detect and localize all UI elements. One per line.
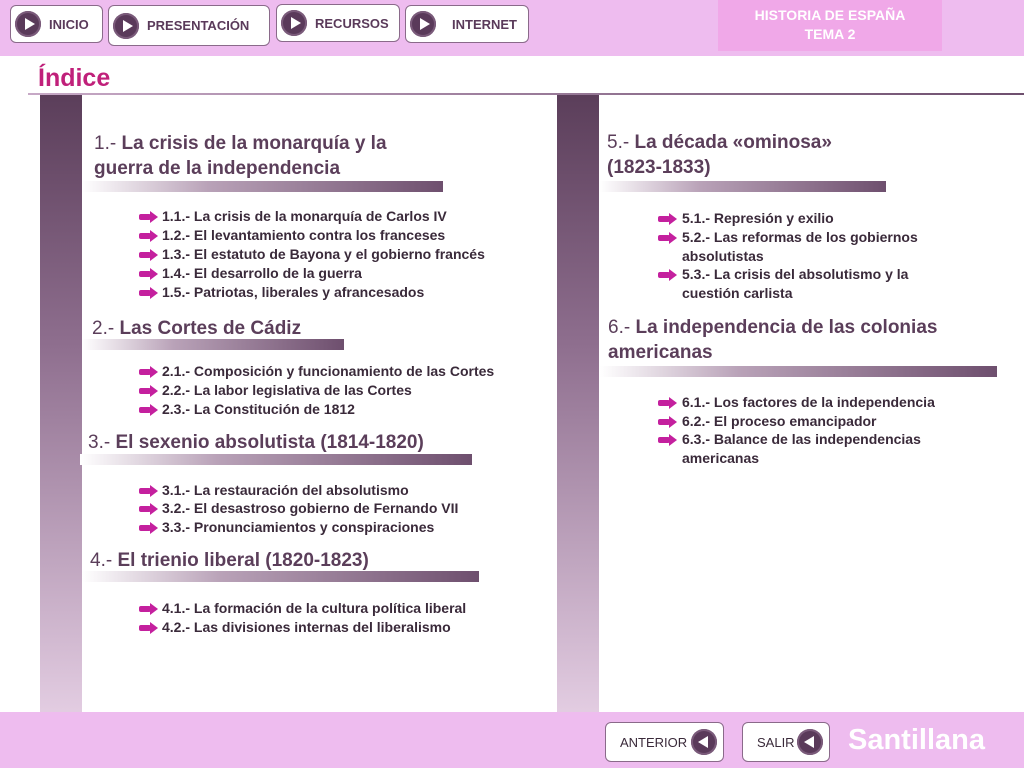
section-item[interactable]: cuestión carlista <box>682 285 793 301</box>
page-title: Índice <box>38 64 111 92</box>
arrow-icon <box>658 416 678 428</box>
brand-logo: Santillana <box>848 724 985 756</box>
section-3-underline <box>80 454 472 465</box>
internet-label: INTERNET <box>452 16 517 32</box>
section-item[interactable]: 1.2.- El levantamiento contra los franceses <box>162 227 446 243</box>
section-item[interactable]: 3.1.- La restauración del absolutismo <box>162 482 409 498</box>
section-title-line1: La década «ominosa» <box>634 132 832 153</box>
play-icon <box>410 11 436 37</box>
section-item[interactable]: 5.2.- Las reformas de los gobiernos <box>682 229 918 245</box>
section-number: 1.- <box>94 133 117 154</box>
section-item[interactable]: 6.2.- El proceso emancipador <box>682 413 877 429</box>
section-2-title[interactable] <box>92 316 301 341</box>
section-item[interactable]: 2.3.- La Constitución de 1812 <box>162 401 355 417</box>
inicio-button[interactable] <box>10 5 103 43</box>
play-icon <box>113 13 139 39</box>
section-item[interactable]: americanas <box>682 450 760 466</box>
section-6-underline <box>600 366 997 377</box>
course-title <box>718 0 942 51</box>
section-item[interactable]: 3.2.- El desastroso gobierno de Fernando VII <box>162 500 459 516</box>
section-number: 6.- <box>608 317 631 338</box>
section-title-line1: La independencia de las colonias <box>635 317 938 338</box>
section-item[interactable]: 1.5.- Patriotas, liberales y afrancesados <box>162 284 425 300</box>
anterior-label: ANTERIOR <box>620 734 688 750</box>
section-3-title[interactable] <box>88 430 424 455</box>
arrow-icon <box>139 622 159 634</box>
section-title-line2: americanas <box>608 342 713 363</box>
section-4-title[interactable] <box>90 548 369 573</box>
section-item[interactable]: 6.3.- Balance de las independencias <box>682 431 921 447</box>
section-6-title[interactable] <box>608 315 937 365</box>
section-number: 5.- <box>607 132 630 153</box>
section-number: 4.- <box>90 550 113 571</box>
section-item[interactable]: 6.1.- Los factores de la independencia <box>682 394 935 410</box>
arrow-icon <box>658 213 678 225</box>
section-item[interactable]: 5.1.- Represión y exilio <box>682 210 834 226</box>
section-4-underline <box>82 571 479 582</box>
section-number: 2.- <box>92 318 115 339</box>
inicio-label: INICIO <box>49 16 89 32</box>
recursos-button[interactable] <box>276 4 400 42</box>
section-item[interactable]: absolutistas <box>682 248 764 264</box>
arrow-icon <box>139 249 159 261</box>
arrow-icon <box>139 485 159 497</box>
course-title-line2: TEMA 2 <box>804 26 856 42</box>
arrow-icon <box>139 603 159 615</box>
section-title: El sexenio absolutista (1814-1820) <box>115 432 424 453</box>
right-column-bar <box>557 95 599 715</box>
section-item[interactable]: 1.3.- El estatuto de Bayona y el gobierno francés <box>162 246 485 262</box>
salir-button[interactable] <box>742 722 830 762</box>
section-title-line2: guerra de la independencia <box>94 158 341 179</box>
arrow-icon <box>658 397 678 409</box>
arrow-icon <box>139 268 159 280</box>
left-column-bar <box>40 95 82 715</box>
arrow-icon <box>139 211 159 223</box>
section-item[interactable]: 3.3.- Pronunciamientos y conspiraciones <box>162 519 435 535</box>
arrow-icon <box>658 434 678 446</box>
section-5-underline <box>600 181 886 192</box>
salir-label: SALIR <box>757 734 795 750</box>
section-item[interactable]: 2.2.- La labor legislativa de las Cortes <box>162 382 412 398</box>
arrow-icon <box>658 232 678 244</box>
back-arrow-icon <box>691 729 717 755</box>
section-title: El trienio liberal (1820-1823) <box>117 550 369 571</box>
section-item[interactable]: 2.1.- Composición y funcionamiento de las Cortes <box>162 363 495 379</box>
arrow-icon <box>139 522 159 534</box>
arrow-icon <box>139 366 159 378</box>
arrow-icon <box>139 385 159 397</box>
section-item[interactable]: 4.2.- Las divisiones internas del liberalismo <box>162 619 451 635</box>
anterior-button[interactable] <box>605 722 724 762</box>
arrow-icon <box>139 230 159 242</box>
section-item[interactable]: 1.1.- La crisis de la monarquía de Carlos IV <box>162 208 447 224</box>
section-5-title[interactable] <box>607 130 832 180</box>
section-item[interactable]: 5.3.- La crisis del absolutismo y la <box>682 266 909 282</box>
section-title-line2: (1823-1833) <box>607 157 711 178</box>
section-1-title[interactable] <box>94 131 387 181</box>
back-arrow-icon <box>797 729 823 755</box>
section-number: 3.- <box>88 432 111 453</box>
arrow-icon <box>658 269 678 281</box>
play-icon <box>15 11 41 37</box>
section-2-underline <box>82 339 344 350</box>
presentacion-button[interactable] <box>108 5 270 46</box>
arrow-icon <box>139 287 159 299</box>
arrow-icon <box>139 503 159 515</box>
section-item[interactable]: 4.1.- La formación de la cultura política liberal <box>162 600 467 616</box>
arrow-icon <box>139 404 159 416</box>
play-icon <box>281 10 307 36</box>
heading-divider <box>28 93 1024 95</box>
section-title-line1: La crisis de la monarquía y la <box>121 133 387 154</box>
internet-button[interactable] <box>405 5 529 43</box>
section-title: Las Cortes de Cádiz <box>119 318 302 339</box>
section-1-underline <box>82 181 443 192</box>
course-title-line1: HISTORIA DE ESPAÑA <box>754 7 906 23</box>
recursos-label: RECURSOS <box>315 15 389 31</box>
section-item[interactable]: 1.4.- El desarrollo de la guerra <box>162 265 362 281</box>
presentacion-label: PRESENTACIÓN <box>147 18 250 33</box>
